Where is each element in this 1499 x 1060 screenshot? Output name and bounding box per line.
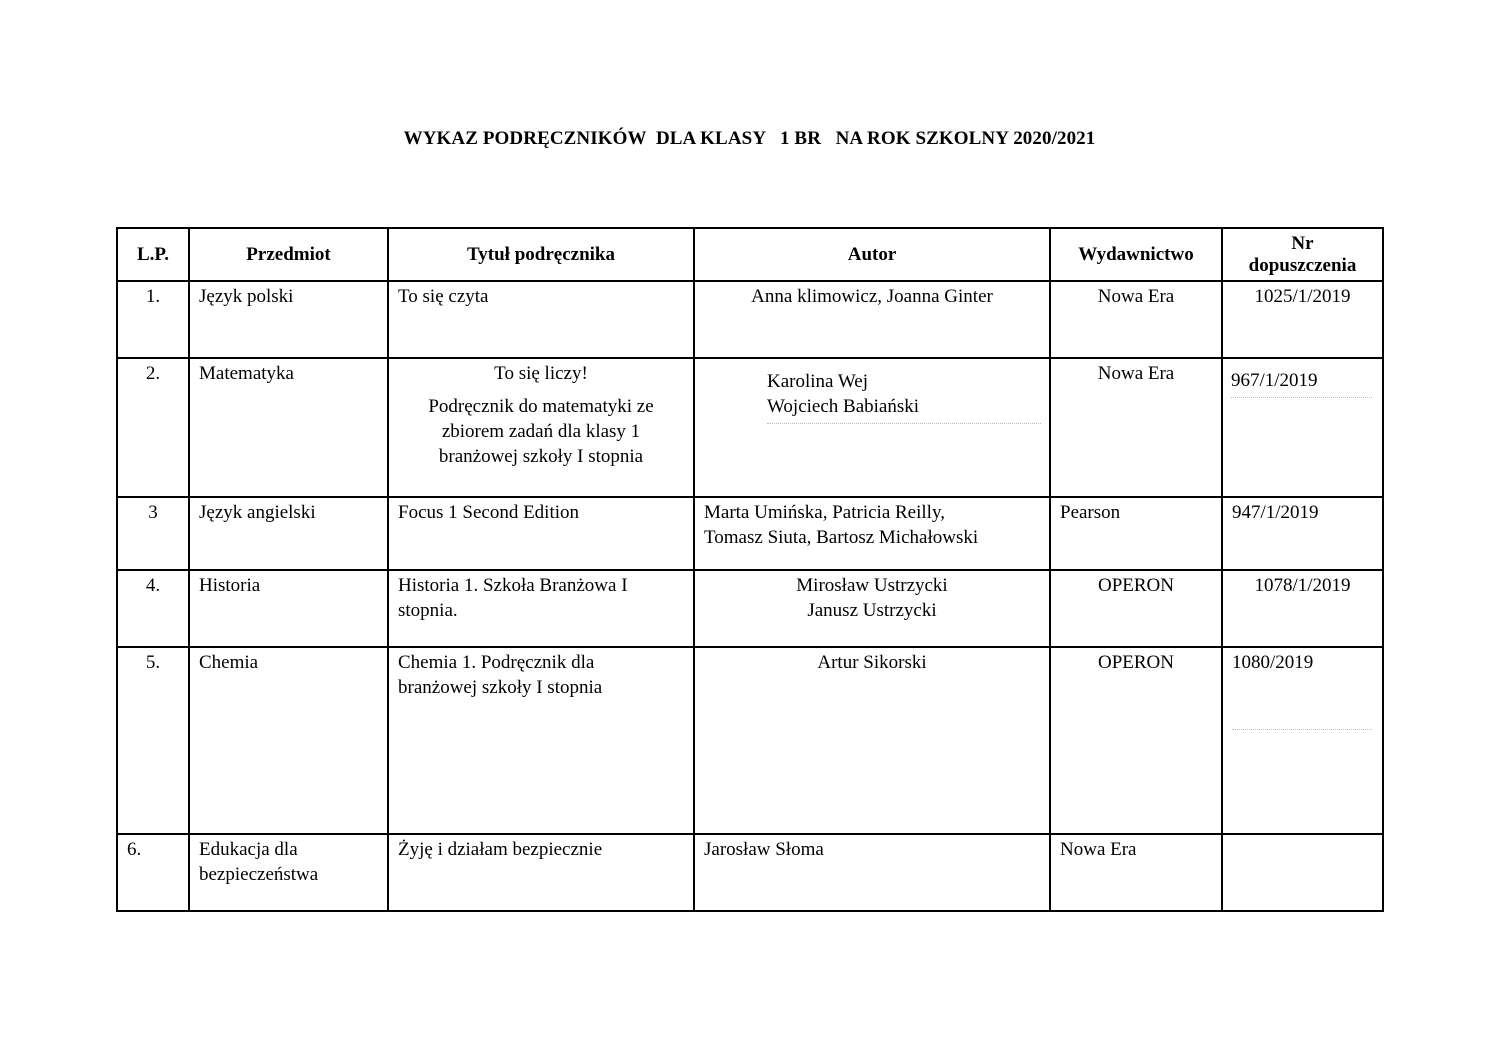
- page-title: WYKAZ PODRĘCZNIKÓW DLA KLASY 1 BR NA ROK SZKOLNY 2020/2021: [403, 128, 1096, 149]
- header-przedmiot: Przedmiot: [189, 228, 388, 281]
- tytul-line: Chemia 1. Podręcznik dla: [398, 652, 595, 673]
- cell-autor: [694, 497, 1050, 570]
- cell-przedmiot: Język polski: [189, 281, 388, 358]
- cell-wydawnictwo: OPERON: [1050, 647, 1222, 834]
- table-row: [117, 497, 1383, 570]
- cell-wydawnictwo: OPERON: [1050, 570, 1222, 647]
- cell-autor: Artur Sikorski: [694, 647, 1050, 834]
- cell-nr: 1078/1/2019: [1222, 570, 1383, 647]
- header-autor: Autor: [694, 228, 1050, 281]
- cell-przedmiot: Historia: [189, 570, 388, 647]
- dotted-divider: [1231, 397, 1372, 398]
- cell-lp: 5.: [117, 647, 189, 834]
- table-row: [117, 358, 1383, 497]
- table-header-row: [117, 228, 1383, 281]
- autor-line: Tomasz Siuta, Bartosz Michałowski: [704, 527, 979, 548]
- cell-wydawnictwo: Nowa Era: [1050, 834, 1222, 911]
- cell-tytul: Focus 1 Second Edition: [388, 497, 694, 570]
- cell-nr: 1025/1/2019: [1222, 281, 1383, 358]
- header-nr-line2: dopuszczenia: [1248, 254, 1357, 276]
- cell-przedmiot: Chemia: [189, 647, 388, 834]
- cell-wydawnictwo: Pearson: [1050, 497, 1222, 570]
- header-wydawnictwo: Wydawnictwo: [1050, 228, 1222, 281]
- cell-tytul: [388, 647, 694, 834]
- cell-tytul: To się czyta: [388, 281, 694, 358]
- tytul-line: zbiorem zadań dla klasy 1: [441, 421, 641, 442]
- autor-line: Wojciech Babiański: [767, 396, 920, 417]
- header-nr-dopuszczenia: [1222, 228, 1383, 281]
- table-row: [117, 834, 1383, 911]
- header-nr-line1: Nr: [1291, 232, 1314, 254]
- header-lp: L.P.: [117, 228, 189, 281]
- cell-lp: 1.: [117, 281, 189, 358]
- cell-nr: [1222, 358, 1383, 497]
- tytul-line: Podręcznik do matematyki ze: [428, 396, 654, 417]
- cell-autor: Anna klimowicz, Joanna Ginter: [694, 281, 1050, 358]
- header-tytul: Tytuł podręcznika: [388, 228, 694, 281]
- tytul-line: branżowej szkoły I stopnia: [438, 446, 644, 467]
- przedmiot-line: Edukacja dla: [199, 839, 298, 860]
- tytul-line: stopnia.: [398, 600, 458, 621]
- cell-nr: [1222, 834, 1383, 911]
- nr-value: 967/1/2019: [1231, 370, 1318, 391]
- cell-tytul: [388, 358, 694, 497]
- autor-line: Mirosław Ustrzycki: [796, 575, 948, 596]
- nr-value: 1080/2019: [1232, 652, 1314, 673]
- cell-wydawnictwo: Nowa Era: [1050, 281, 1222, 358]
- cell-lp: 2.: [117, 358, 189, 497]
- cell-tytul: Żyję i działam bezpiecznie: [388, 834, 694, 911]
- tytul-line: To się liczy!: [494, 363, 588, 384]
- autor-line: Marta Umińska, Patricia Reilly,: [704, 502, 945, 523]
- cell-autor: [694, 358, 1050, 497]
- dotted-divider: [1232, 729, 1372, 730]
- autor-line: Janusz Ustrzycki: [807, 600, 937, 621]
- cell-tytul: [388, 570, 694, 647]
- textbook-table: [116, 227, 1384, 912]
- cell-lp: 4.: [117, 570, 189, 647]
- autor-line: Karolina Wej: [767, 371, 869, 392]
- cell-wydawnictwo: Nowa Era: [1050, 358, 1222, 497]
- cell-lp: 3: [117, 497, 189, 570]
- cell-nr: [1222, 647, 1383, 834]
- dotted-divider: [767, 423, 1041, 424]
- table-row: [117, 570, 1383, 647]
- tytul-line: Historia 1. Szkoła Branżowa I: [398, 575, 628, 596]
- cell-autor: [694, 570, 1050, 647]
- cell-przedmiot: [189, 834, 388, 911]
- cell-przedmiot: Język angielski: [189, 497, 388, 570]
- table-row: [117, 647, 1383, 834]
- cell-autor: Jarosław Słoma: [694, 834, 1050, 911]
- tytul-line: branżowej szkoły I stopnia: [398, 677, 603, 698]
- przedmiot-line: bezpieczeństwa: [199, 864, 319, 885]
- cell-lp: 6.: [117, 834, 189, 911]
- cell-nr: 947/1/2019: [1222, 497, 1383, 570]
- cell-przedmiot: Matematyka: [189, 358, 388, 497]
- table-row: [117, 281, 1383, 358]
